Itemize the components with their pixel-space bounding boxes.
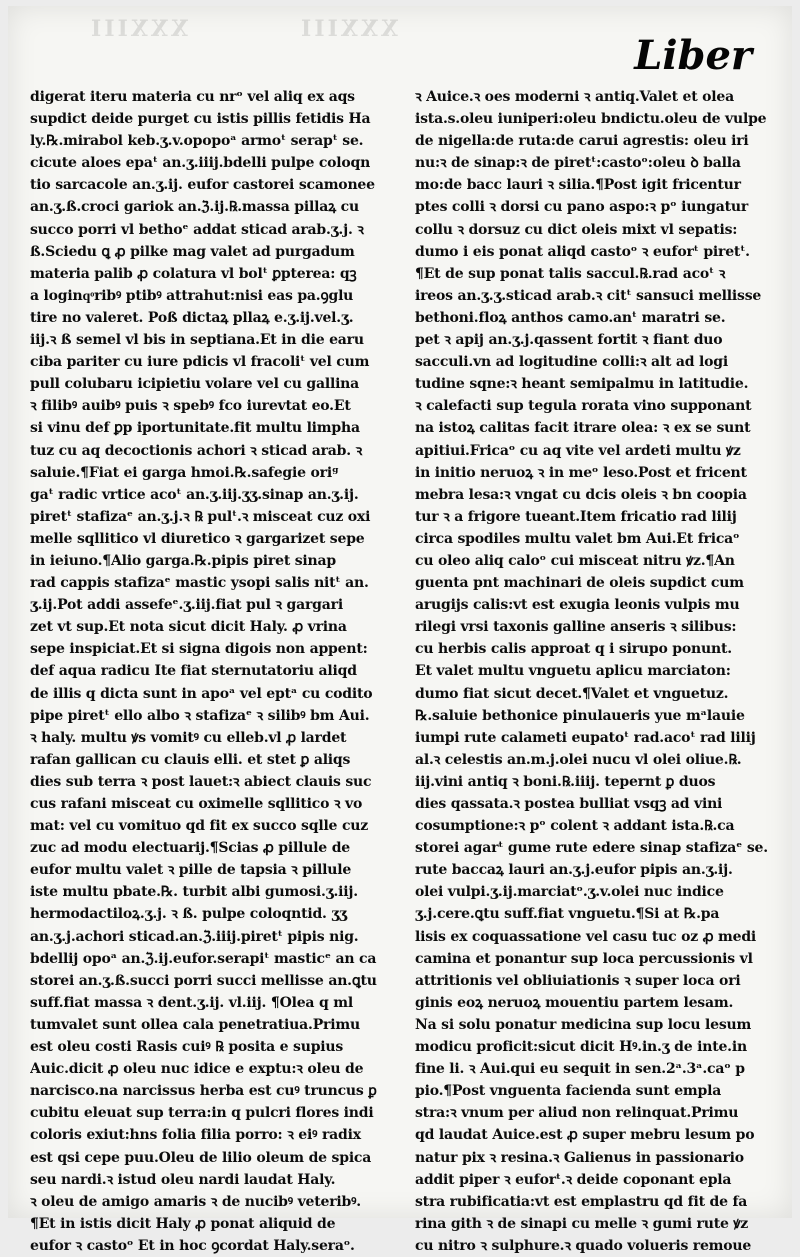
text-line: ¶Et de sup ponat talis saccul.℞.rad acoᵗ ꝛ — [415, 265, 726, 282]
text-line: na istoꝝ calitas facit itrare olea: ꝛ ex se sunt — [415, 420, 751, 437]
text-line: cicute aloes epaᵗ an.ʒ.iiij.bdelli pulpe coloqn — [30, 155, 371, 172]
text-line: a loginqͦribꝰ ptibꝰ attrahut:nisi eas pa.ꝯglu — [30, 287, 354, 304]
text-line: melle sqllitico vl diuretico ꝛ gargarizet sepe — [30, 530, 365, 547]
text-line: iste multu pbate.℞. turbit albi gumosi.ʒ.iij. — [30, 884, 358, 901]
text-line: iumpi rute calameti eupatoᵗ rad.acoᵗ rad lilij — [415, 729, 756, 746]
text-line: Auic.dicit ꝓ oleu nuc idice e exptu:ꝛ oleu de — [30, 1061, 364, 1078]
text-line: Et valet multu vnguetu aplicu marciaton: — [415, 663, 731, 680]
text-line: rafan gallican cu clauis elli. et stet ꝑ aliqs — [30, 751, 351, 768]
text-line: piretᵗ stafizaᵉ an.ʒ.j.ꝛ ℞ pulᵗ.ꝛ misceat cuz oxi — [30, 508, 371, 525]
text-line: gaᵗ radic vrtice acoᵗ an.ʒ.iij.ʒʒ.sinap an.ʒ.ij. — [30, 486, 359, 503]
text-line: pet ꝛ apij an.ʒ.j.qassent fortit ꝛ fiant duo — [415, 332, 723, 349]
text-line: rad cappis stafizaᵉ mastic ysopi salis nitᵗ an. — [30, 575, 369, 592]
text-line: dumo i eis ponat aliqd castoᵒ ꝛ euforᵗ piretᵗ. — [415, 243, 750, 260]
text-line: tio sarcacole an.ʒ.ij. eufor castorei scamonee — [30, 177, 375, 194]
text-line: cubitu eleuat sup terra:in q pulcri flores indi — [30, 1105, 374, 1122]
text-line: ciba pariter cu iure pdicis vl fracoliᵗ vel cum — [30, 354, 370, 371]
text-line: dumo fiat sicut decet.¶Valet et vnguetuz. — [415, 685, 729, 702]
text-line: cu herbis calis approat q i sirupo ponunt. — [415, 641, 732, 658]
text-line: narcisco.na narcissus herba est cuꝰ truncus ꝑ — [30, 1083, 377, 1100]
bleed-through-numeral-left: XXXIII — [88, 16, 189, 42]
text-line: iij.vini antiq ꝛ boni.℞.iiij. tepernt ꝑ duos — [415, 773, 716, 790]
text-line: apitiui.Fricaᵒ cu aq vite vel ardeti multu ꝟz — [415, 442, 741, 459]
text-line: zuc ad modu electuarij.¶Scias ꝓ pillule de — [30, 840, 350, 857]
text-line: circa spodiles multu valet bm Aui.Et fricaᵒ — [415, 530, 740, 547]
text-line: de illis q dicta sunt in apoᵃ vel eptᵃ cu codito — [30, 685, 373, 702]
text-line: dies qassata.ꝛ postea bulliat vsqꝫ ad vini — [415, 796, 723, 812]
text-line: cosumptione:ꝛ pᵒ colent ꝛ addant ista.℞.ca — [415, 818, 735, 835]
text-line: def aqua radicu Ite fiat sternutatoriu aliqd — [30, 663, 357, 680]
text-line: an.ʒ.ß.croci gariok an.ℨ.ij.℞.massa pillaꝝ cu — [30, 199, 359, 216]
text-line: pipe piretᵗ ello albo ꝛ stafizaᵉ ꝛ silibꝰ bm Aui. — [30, 707, 370, 724]
text-line: tur ꝛ a frigore tueant.Item fricatio rad lilij — [415, 508, 737, 525]
text-line: saluie.¶Fiat ei garga hmoi.℞.safegie oriᵍ — [30, 464, 339, 481]
text-line: mat: vel cu vomituo qd fit ex succo sqlle cuz — [30, 818, 368, 835]
text-line: eufor ꝛ castoᵒ Et in hoc ꝯcordat Haly.seraᵒ. — [30, 1237, 355, 1254]
text-line: digerat iteru materia cu nrᵒ vel aliq ex aqs — [30, 89, 355, 105]
text-line: nu:ꝛ de sinap:ꝛ de piretᵗ:castoᵒ:oleu ꝺ balla — [415, 155, 741, 172]
text-column-left — [30, 86, 405, 1257]
text-line: in ieiuno.¶Alio garga.℞.pipis piret sinap — [30, 552, 336, 569]
bleed-through-numeral-right: XXXIII — [298, 16, 399, 42]
text-line: zet vt sup.Et nota sicut dicit Haly. ꝓ vrina — [30, 619, 347, 636]
text-line: storei an.ʒ.ß.succi porri succi mellisse an.ꝗtu — [30, 972, 377, 989]
text-line: mo:de bacc lauri ꝛ silia.¶Post igit fricentur — [415, 177, 741, 194]
text-line: ꝛ filibꝰ auibꝰ puis ꝛ spebꝰ fco iurevtat eo.Et — [30, 398, 351, 415]
text-line: addit piper ꝛ euforᵗ.ꝛ deide coponant epla — [415, 1171, 732, 1188]
text-column-right — [415, 86, 777, 1257]
text-line: sacculi.vn ad logitudine colli:ꝛ alt ad logi — [415, 354, 729, 371]
text-line: in initio neruoꝝ ꝛ in meᵒ leso.Post et fricent — [415, 464, 747, 481]
text-line: suff.fiat massa ꝛ dent.ʒ.ij. vl.iij. ¶Olea q ml — [30, 994, 353, 1011]
text-line: ℞.saluie bethonice pinulaueris yue mᵃlauie — [415, 707, 745, 724]
text-line: stra:ꝛ vnum per aliud non relinquat.Primu — [415, 1105, 739, 1122]
text-line: mebra lesa:ꝛ vngat cu dcis oleis ꝛ bn coopia — [415, 486, 747, 503]
running-head: Liber — [634, 32, 752, 79]
text-line: sepe inspiciat.Et si signa digois non appent: — [30, 641, 368, 658]
text-line: Na si solu ponatur medicina sup locu lesum — [415, 1016, 752, 1033]
text-line: ireos an.ʒ.ʒ.sticad arab.ꝛ citᵗ sansuci mellisse — [415, 287, 762, 304]
text-line: guenta pnt machinari de oleis supdict cum — [415, 575, 744, 592]
text-line: cu oleo aliq caloᵒ cui misceat nitru ꝟz.¶An — [415, 552, 735, 569]
text-line: succo porri vl bethoᵉ addat sticad arab.ʒ.j. ꝛ — [30, 221, 364, 238]
text-line: dies sub terra ꝛ post lauet:ꝛ abiect clauis suc — [30, 773, 372, 790]
text-line: fine li. ꝛ Aui.qui eu sequit in sen.2ᵃ.3ᵃ.caᵒ p — [415, 1061, 745, 1078]
text-line: bethoni.floꝝ anthos camo.anᵗ maratri se. — [415, 309, 726, 326]
text-line: ʒ.ij.Pot addi assefeᵉ.ʒ.iij.fiat pul ꝛ gargari — [30, 597, 343, 614]
text-line: est qsi cepe puu.Oleu de lilio oleum de spica — [30, 1149, 372, 1166]
text-line: al.ꝛ celestis an.m.j.olei nucu vl olei oliue.℞. — [415, 751, 742, 768]
text-line: tuz cu aq decoctionis achori ꝛ sticad arab. ꝛ — [30, 442, 363, 459]
text-line: supdict deide purget cu istis pillis fetidis Ha — [30, 111, 371, 128]
text-line: ꝛ Auice.ꝛ oes moderni ꝛ antiq.Valet et olea — [415, 89, 734, 105]
text-line: arugijs calis:vt est exugia leonis vulpis mu — [415, 597, 740, 614]
text-line: stra rubificatia:vt est emplastru qd fit de fa — [415, 1193, 748, 1210]
text-line: attritionis vel obliuiationis ꝛ super loca ori — [415, 972, 741, 989]
text-line: rute baccaꝝ lauri an.ʒ.j.eufor pipis an.ʒ.ij. — [415, 862, 733, 879]
text-line: olei vulpi.ʒ.ij.marciatᵒ.ʒ.v.olei nuc indice — [415, 884, 724, 901]
text-line: ꝛ haly. multu ꝟs vomitꝰ cu elleb.vl ꝓ lardet — [30, 729, 347, 746]
text-line: eufor multu valet ꝛ pille de tapsia ꝛ pillule — [30, 862, 352, 879]
text-line: est oleu costi Rasis cuiꝰ ℞ posita e supius — [30, 1039, 344, 1056]
text-line: ß.Sciedu ꝗ ꝓ pilke mag valet ad purgadum — [30, 243, 355, 260]
text-line: qd laudat Auice.est ꝓ super mebru lesum po — [415, 1127, 755, 1144]
text-line: cu nitro ꝛ sulphure.ꝛ quado volueris remoue — [415, 1237, 752, 1254]
text-line: ista.s.oleu iuniperi:oleu bndictu.oleu de vulpe — [415, 111, 767, 128]
text-line: ginis eoꝝ neruoꝝ mouentiu partem lesam. — [415, 994, 734, 1011]
text-line: cus rafani misceat cu oximelle sqllitico ꝛ vo — [30, 796, 363, 812]
text-line: storei agarᵗ gume rute edere sinap stafizaᵉ se. — [415, 840, 768, 857]
text-line: tudine sqne:ꝛ heant semipalmu in latitudie. — [415, 376, 749, 393]
text-line: hermodactiloꝝ.ʒ.j. ꝛ ß. pulpe coloqntid. ʒʒ — [30, 906, 347, 923]
text-line: pio.¶Post vnguenta facienda sunt empla — [415, 1083, 722, 1100]
text-line: ꝛ calefacti sup tegula rorata vino supponant — [415, 398, 752, 415]
text-line: ꝛ oleu de amigo amaris ꝛ de nucibꝰ veteribꝰ. — [30, 1193, 361, 1210]
text-line: de nigella:de ruta:de carui agrestis: oleu iri — [415, 133, 749, 150]
text-line: rina gith ꝛ de sinapi cu melle ꝛ gumi rute ꝟz — [415, 1215, 748, 1232]
text-line: collu ꝛ dorsuz cu dict oleis mixt vl sepatis: — [415, 221, 738, 238]
text-line: tumvalet sunt ollea cala penetratiua.Primu — [30, 1016, 360, 1033]
text-line: ¶Et in istis dicit Haly ꝓ ponat aliquid de — [30, 1215, 336, 1232]
text-line: coloris exiut:hns folia filia porro: ꝛ eiꝰ radix — [30, 1127, 361, 1144]
text-line: si vinu def ꝑp iportunitate.fit multu limpha — [30, 420, 360, 437]
text-line: iij.ꝛ ß semel vl bis in septiana.Et in die earu — [30, 332, 364, 349]
text-line: materia palib ꝓ colatura vl bolᵗ ꝑpterea: qꝫ — [30, 265, 357, 282]
text-line: camina et ponantur sup loca percussionis vl — [415, 950, 753, 967]
text-line: tire no valeret. Poß dictaꝝ pllaꝝ e.ʒ.ij.vel.ʒ. — [30, 309, 354, 326]
text-line: ptes colli ꝛ dorsi cu pano aspo:ꝛ pᵒ iungatur — [415, 199, 749, 216]
text-line: ly.℞.mirabol keb.ʒ.v.opopoᵃ armoᵗ serapᵗ se. — [30, 133, 364, 150]
text-line: seu nardi.ꝛ istud oleu nardi laudat Haly. — [30, 1171, 336, 1188]
text-line: lisis ex coquassatione vel casu tuc oz ꝓ medi — [415, 928, 757, 945]
text-line: an.ʒ.j.achori sticad.an.ℨ.iiij.piretᵗ pipis nig. — [30, 928, 359, 945]
text-line: bdellij opoᵃ an.ℨ.ij.eufor.serapiᵗ masticᵉ an ca — [30, 950, 377, 967]
text-line: modicu proficit:sicut dicit Hꝰ.in.ʒ de inte.in — [415, 1039, 747, 1056]
text-line: natur pix ꝛ resina.ꝛ Galienus in passionario — [415, 1149, 744, 1166]
text-line: rilegi vrsi taxonis galline anseris ꝛ silibus: — [415, 619, 737, 636]
text-line: ʒ.j.cere.ꝗtu suff.fiat vnguetu.¶Si at ℞.pa — [415, 906, 720, 923]
text-line: pull colubaru icipietiu volare vel cu gallina — [30, 376, 360, 393]
